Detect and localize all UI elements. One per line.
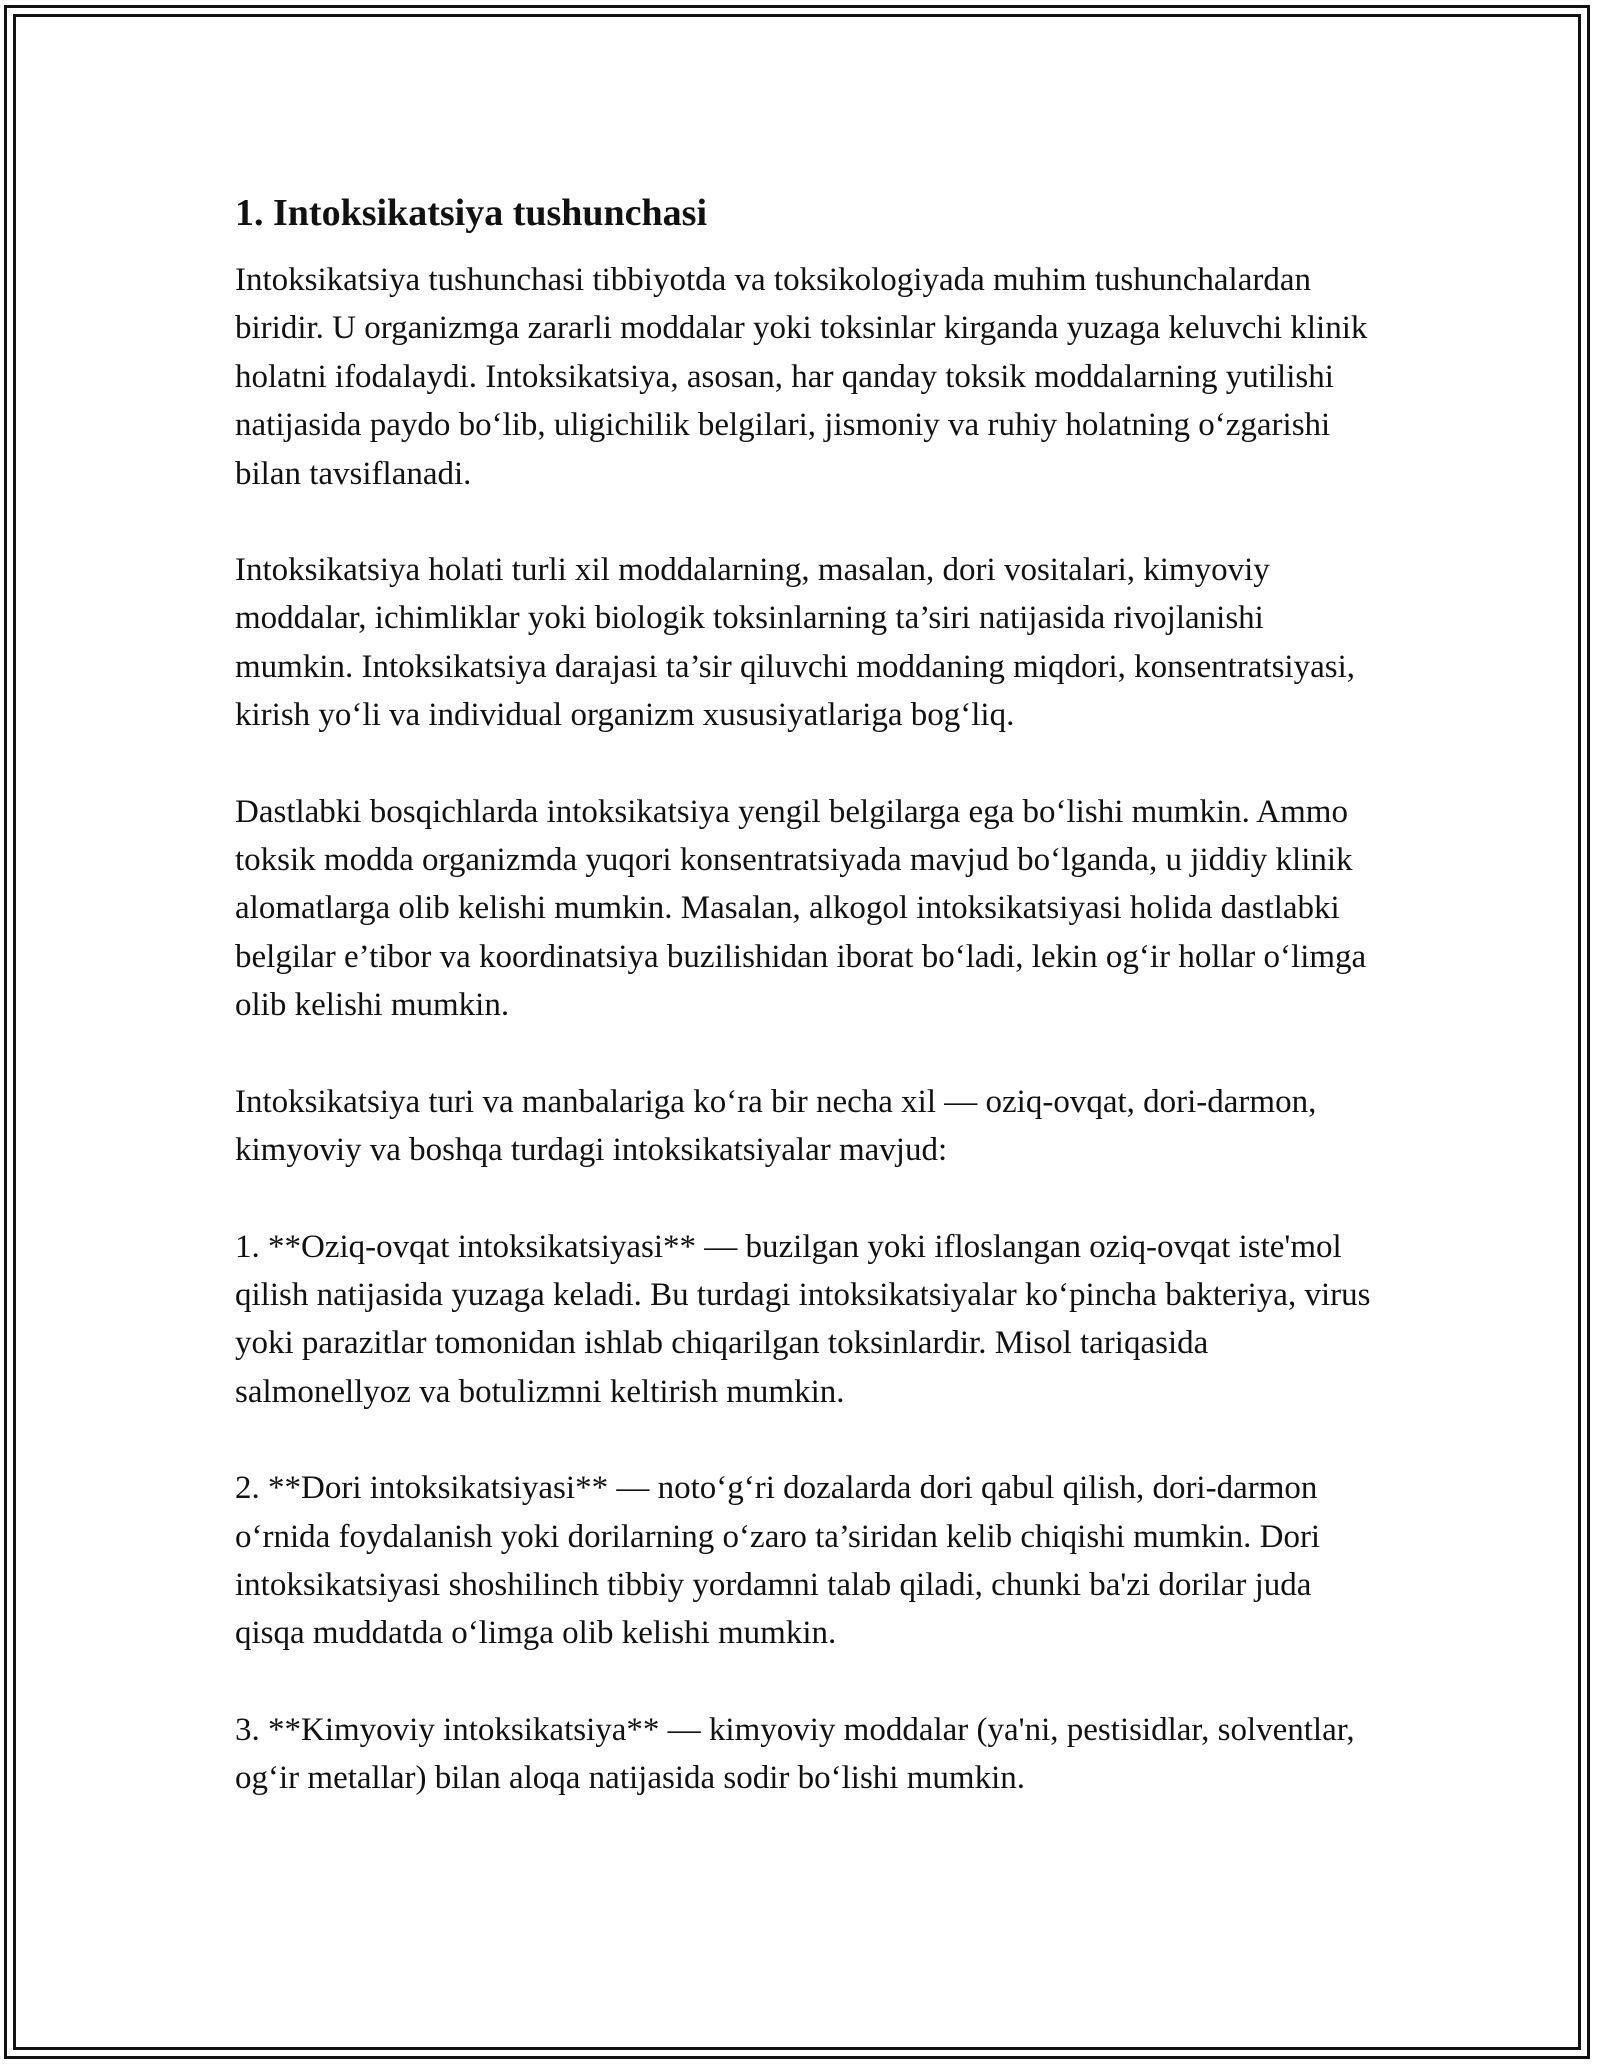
paragraph-stages: Dastlabki bosqichlarda intoksikatsiya yengil belgilarga ega bo‘lishi mumkin. Ammo toksik modda organizmda yuqori konsentratsiyada mavjud bo‘lganda, u jiddiy klinik alomatlarga olib kelishi mumkin. Masalan, alkogol intoksikatsiyasi holida dastlabki belgilar e’tibor va koordinatsiya buzilishidan iborat bo‘ladi, lekin og‘ir hollar o‘limga olib kelishi mumkin. (235, 793, 1367, 1024)
paragraph-definition: Intoksikatsiya tushunchasi tibbiyotda va toksikologiyada muhim tushunchalardan biridir. U organizmga zararli moddalar yoki toksinlar kirganda yuzaga keluvchi klinik holatni ifodalaydi. Intoksikatsiya, asosan, har qanday toksik moddalarning yutilishi natijasida paydo bo‘lib, uligichilik belgilari, jismoniy va ruhiy holatning o‘zgarishi bilan tavsiflanadi. (235, 262, 1368, 492)
list-item-food-intoxication: 1. **Oziq-ovqat intoksikatsiyasi** — buzilgan yoki ifloslangan oziq-ovqat iste'mol qilish natijasida yuzaga keladi. Bu turdagi intoksikatsiyalar ko‘pincha bakteriya, virus yoki parazitlar tomonidan ishlab chiqarilgan toksinlardir. Misol tariqasida salmonellyoz va botulizmni keltirish mumkin. (235, 1228, 1371, 1410)
list-item-drug-intoxication: 2. **Dori intoksikatsiyasi** — noto‘g‘ri dozalarda dori qabul qilish, dori-darmon o‘rnida foydalanish yoki dorilarning o‘zaro ta’siridan kelib chiqishi mumkin. Dori intoksikatsiyasi shoshilinch tibbiy yordamni talab qiladi, chunki ba'zi dorilar juda qisqa muddatda o‘limga olib kelishi mumkin. (235, 1470, 1321, 1652)
paragraph-types-intro: Intoksikatsiya turi va manbalariga ko‘ra bir necha xil — oziq-ovqat, dori-darmon, kimyoviy va boshqa turdagi intoksikatsiyalar mavjud: (235, 1083, 1317, 1169)
section-heading: 1. Intoksikatsiya tushunchasi (235, 192, 708, 234)
paragraph-causes: Intoksikatsiya holati turli xil moddalarning, masalan, dori vositalari, kimyoviy moddalar, ichimliklar yoki biologik toksinlarning ta’siri natijasida rivojlanishi mumkin. Intoksikatsiya darajasi ta’sir qiluvchi moddaning miqdori, konsentratsiyasi, kirish yo‘li va individual organizm xususiyatlariga bog‘liq. (235, 552, 1356, 734)
list-item-chemical-intoxication: 3. **Kimyoviy intoksikatsiya** — kimyoviy moddalar (ya'ni, pestisidlar, solventlar, og‘ir metallar) bilan aloqa natijasida sodir bo‘lishi mumkin. (235, 1711, 1355, 1797)
document-body (235, 188, 1375, 1803)
